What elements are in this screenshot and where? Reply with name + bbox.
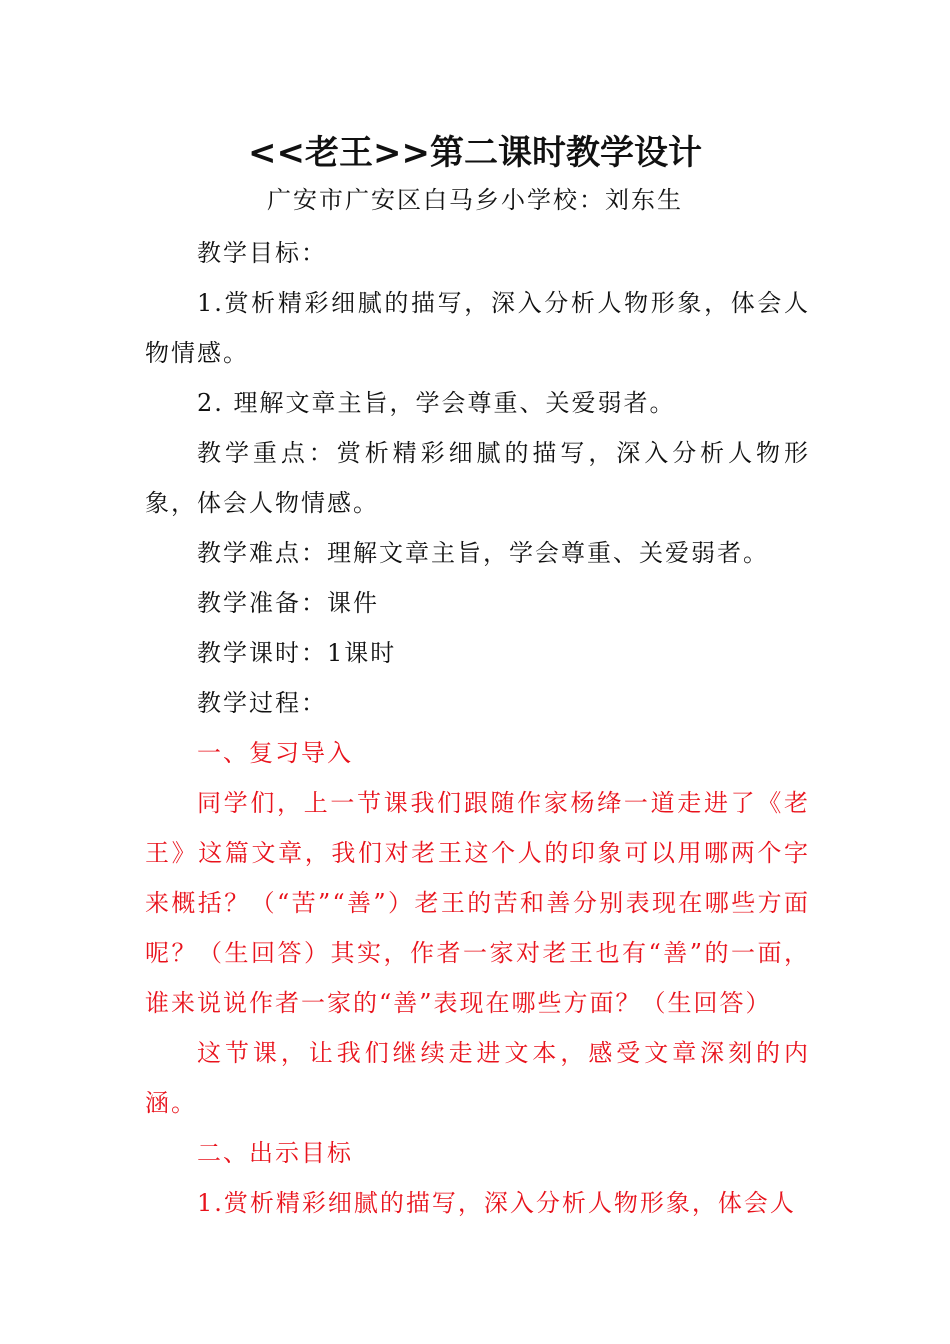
paragraph-goal-1: 1.赏析精彩细腻的描写，深入分析人物形象，体会人	[197, 1189, 796, 1217]
section-review-heading: 一、复习导入	[197, 739, 353, 767]
paragraph-difficulties: 教学难点：理解文章主旨，学会尊重、关爱弱者。	[197, 539, 769, 567]
paragraph-preparation: 教学准备：课件	[197, 589, 379, 617]
paragraph-review-intro: 同学们，上一节课我们跟随作家杨绛一道走进了《老王》这篇文章，我们对老王这个人的印象可以用哪两个字来概括？（“苦”“善”）老王的苦和善分别表现在哪些方面呢？（生回答）其实，作者一家对老王也有“善”的一面，谁来说说作者一家的“善”表现在哪些方面？（生回答）	[145, 789, 810, 1017]
author-line: 广安市广安区白马乡小学校：刘东生	[267, 186, 683, 214]
document-title: <<老王>>第二课时教学设计	[248, 133, 702, 173]
section-goals-heading: 二、出示目标	[197, 1139, 353, 1167]
paragraph-class-hours: 教学课时：1课时	[197, 639, 397, 667]
document-body	[145, 228, 810, 1228]
paragraph-key-points: 教学重点：赏析精彩细腻的描写，深入分析人物形象，体会人物情感。	[145, 439, 810, 517]
paragraph-transition: 这节课，让我们继续走进文本，感受文章深刻的内涵。	[145, 1039, 810, 1117]
paragraph-process-heading: 教学过程：	[197, 689, 327, 717]
paragraph-objectives-heading: 教学目标：	[197, 239, 327, 267]
paragraph-objective-1: 1.赏析精彩细腻的描写，深入分析人物形象，体会人物情感。	[145, 289, 810, 367]
paragraph-objective-2: 2. 理解文章主旨，学会尊重、关爱弱者。	[197, 389, 676, 417]
